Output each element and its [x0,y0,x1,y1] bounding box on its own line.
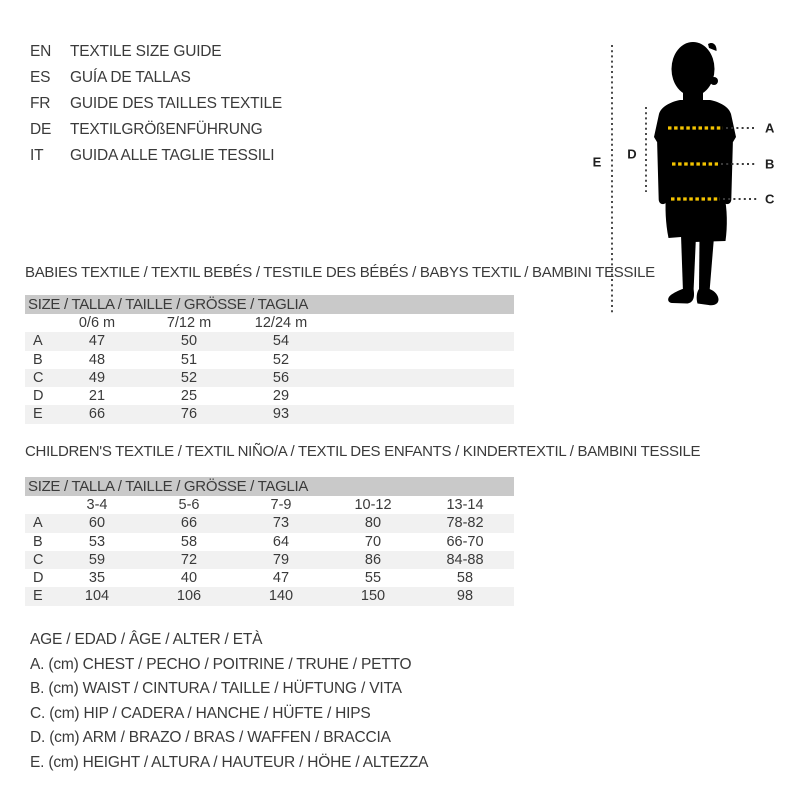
table-row-d [25,387,514,405]
value-cell: 59 [88,551,106,568]
legend-line-hip: C. (cm) HIP / CADERA / HANCHE / HÜFTE / HIPS [30,704,371,722]
measurement-legend [30,628,428,776]
value-cell: 55 [364,570,382,587]
table-row-d [25,569,514,587]
measure-label-e: E [592,154,602,170]
language-code: EN [30,43,52,60]
value-cell: 52 [180,369,198,386]
measurement-figure [560,25,800,330]
value-cell: 73 [272,515,290,532]
babies-section-heading: BABIES TEXTILE / TEXTIL BEBÉS / TESTILE DES BÉBÉS / BABYS TEXTIL / BAMBINI TESSILE [25,264,655,281]
measure-label-b: B [765,156,775,172]
silhouette-right-leg [699,236,714,292]
silhouette-shirt [654,100,736,197]
children-section-heading: CHILDREN'S TEXTILE / TEXTIL NIÑO/A / TEXTIL DES ENFANTS / KINDERTEXTIL / BAMBINI TESSILE [25,443,701,460]
value-cell: 29 [272,388,290,405]
table-row-a [25,514,514,532]
measure-label-a: A [765,120,775,136]
table-row-e [25,405,514,423]
language-code: IT [30,147,44,164]
legend-line-age: AGE / EDAD / ÂGE / ALTER / ETÀ [30,631,263,648]
table-row-a [25,332,514,350]
value-cell: 21 [88,388,106,405]
legend-line-chest: A. (cm) CHEST / PECHO / POITRINE / TRUHE / PETTO [30,655,412,673]
children-size-table [25,477,514,606]
value-cell: 86 [364,551,382,568]
row-label: A [33,515,43,532]
legend-line-waist: B. (cm) WAIST / CINTURA / TAILLE / HÜFTUNG / VITA [30,680,402,698]
silhouette-shorts [666,194,727,242]
value-cell: 56 [272,369,290,386]
legend-line-height: E. (cm) HEIGHT / ALTURA / HAUTEUR / HÖHE / ALTEZZA [30,753,429,771]
value-cell: 80 [364,515,382,532]
value-cell: 70 [364,533,382,550]
value-cell: 48 [88,351,106,368]
filler-cell [327,314,514,332]
babies-size-table [25,295,514,424]
row-label: B [33,533,43,550]
row-label: A [33,333,43,350]
table-row-b [25,351,514,369]
filler-cell [511,587,514,605]
language-title: TEXTILGRÖßENFÜHRUNG [70,121,263,138]
filler-cell [327,332,514,350]
filler-cell [327,405,514,423]
value-cell: 150 [360,588,386,605]
language-title: GUIDA ALLE TAGLIE TESSILI [70,147,275,164]
value-cell: 106 [176,588,202,605]
silhouette-hair [708,43,717,51]
value-cell: 49 [88,369,106,386]
babies-column-header-row [25,314,514,332]
silhouette-left-leg [681,235,696,292]
value-cell: 76 [180,406,198,423]
silhouette-head [672,42,715,96]
row-label: E [33,588,43,605]
row-label: E [33,406,43,423]
value-cell: 66 [88,406,106,423]
row-label: C [33,369,44,386]
table-row-c [25,369,514,387]
column-header: 7-9 [270,497,292,513]
language-row-es [30,65,282,91]
language-row-it [30,143,282,169]
value-cell: 50 [180,333,198,350]
value-cell: 66 [180,515,198,532]
language-title: GUIDE DES TAILLES TEXTILE [70,95,283,112]
filler-cell [511,496,514,514]
value-cell: 104 [84,588,110,605]
children-size-header-bar: SIZE / TALLA / TAILLE / GRÖSSE / TAGLIA [25,477,514,496]
child-silhouette [654,42,736,305]
row-label: C [33,551,44,568]
value-cell: 52 [272,351,290,368]
language-row-fr [30,91,282,117]
value-cell: 54 [272,333,290,350]
value-cell: 78-82 [446,515,484,532]
silhouette-ear [710,77,718,85]
value-cell: 64 [272,533,290,550]
filler-cell [327,387,514,405]
filler-cell [511,514,514,532]
table-row-b [25,533,514,551]
filler-cell [327,369,514,387]
value-cell: 51 [180,351,198,368]
value-cell: 93 [272,406,290,423]
column-header: 5-6 [178,497,200,513]
value-cell: 84-88 [446,551,484,568]
language-title: GUÍA DE TALLAS [70,69,191,86]
measure-label-d: D [627,146,637,162]
value-cell: 98 [456,588,474,605]
row-label: B [33,351,43,368]
filler-cell [511,533,514,551]
value-cell: 25 [180,388,198,405]
filler-cell [511,551,514,569]
language-code: ES [30,69,51,86]
language-list [30,39,282,169]
value-cell: 72 [180,551,198,568]
row-label: D [33,388,44,405]
column-header: 10-12 [354,497,392,513]
value-cell: 40 [180,570,198,587]
value-cell: 47 [88,333,106,350]
column-header: 0/6 m [78,315,116,331]
babies-size-header-bar: SIZE / TALLA / TAILLE / GRÖSSE / TAGLIA [25,295,514,314]
value-cell: 79 [272,551,290,568]
value-cell: 66-70 [446,533,484,550]
value-cell: 53 [88,533,106,550]
value-cell: 140 [268,588,294,605]
value-cell: 35 [88,570,106,587]
column-header: 3-4 [86,497,108,513]
value-cell: 60 [88,515,106,532]
table-row-e [25,587,514,605]
silhouette-right-shoe [697,289,719,305]
value-cell: 58 [180,533,198,550]
children-column-header-row [25,496,514,514]
column-header: 7/12 m [166,315,212,331]
empty-corner-cell [25,314,51,332]
language-code: FR [30,95,51,112]
language-title: TEXTILE SIZE GUIDE [70,43,222,60]
value-cell: 58 [456,570,474,587]
value-cell: 47 [272,570,290,587]
filler-cell [511,569,514,587]
language-code: DE [30,121,52,138]
language-row-en [30,39,282,65]
language-row-de [30,117,282,143]
row-label: D [33,570,44,587]
silhouette-left-shoe [668,289,694,304]
empty-corner-cell [25,496,51,514]
column-header: 12/24 m [254,315,308,331]
legend-line-arm: D. (cm) ARM / BRAZO / BRAS / WAFFEN / BRACCIA [30,729,391,747]
measure-label-c: C [765,191,775,207]
column-header: 13-14 [446,497,484,513]
table-row-c [25,551,514,569]
filler-cell [327,351,514,369]
